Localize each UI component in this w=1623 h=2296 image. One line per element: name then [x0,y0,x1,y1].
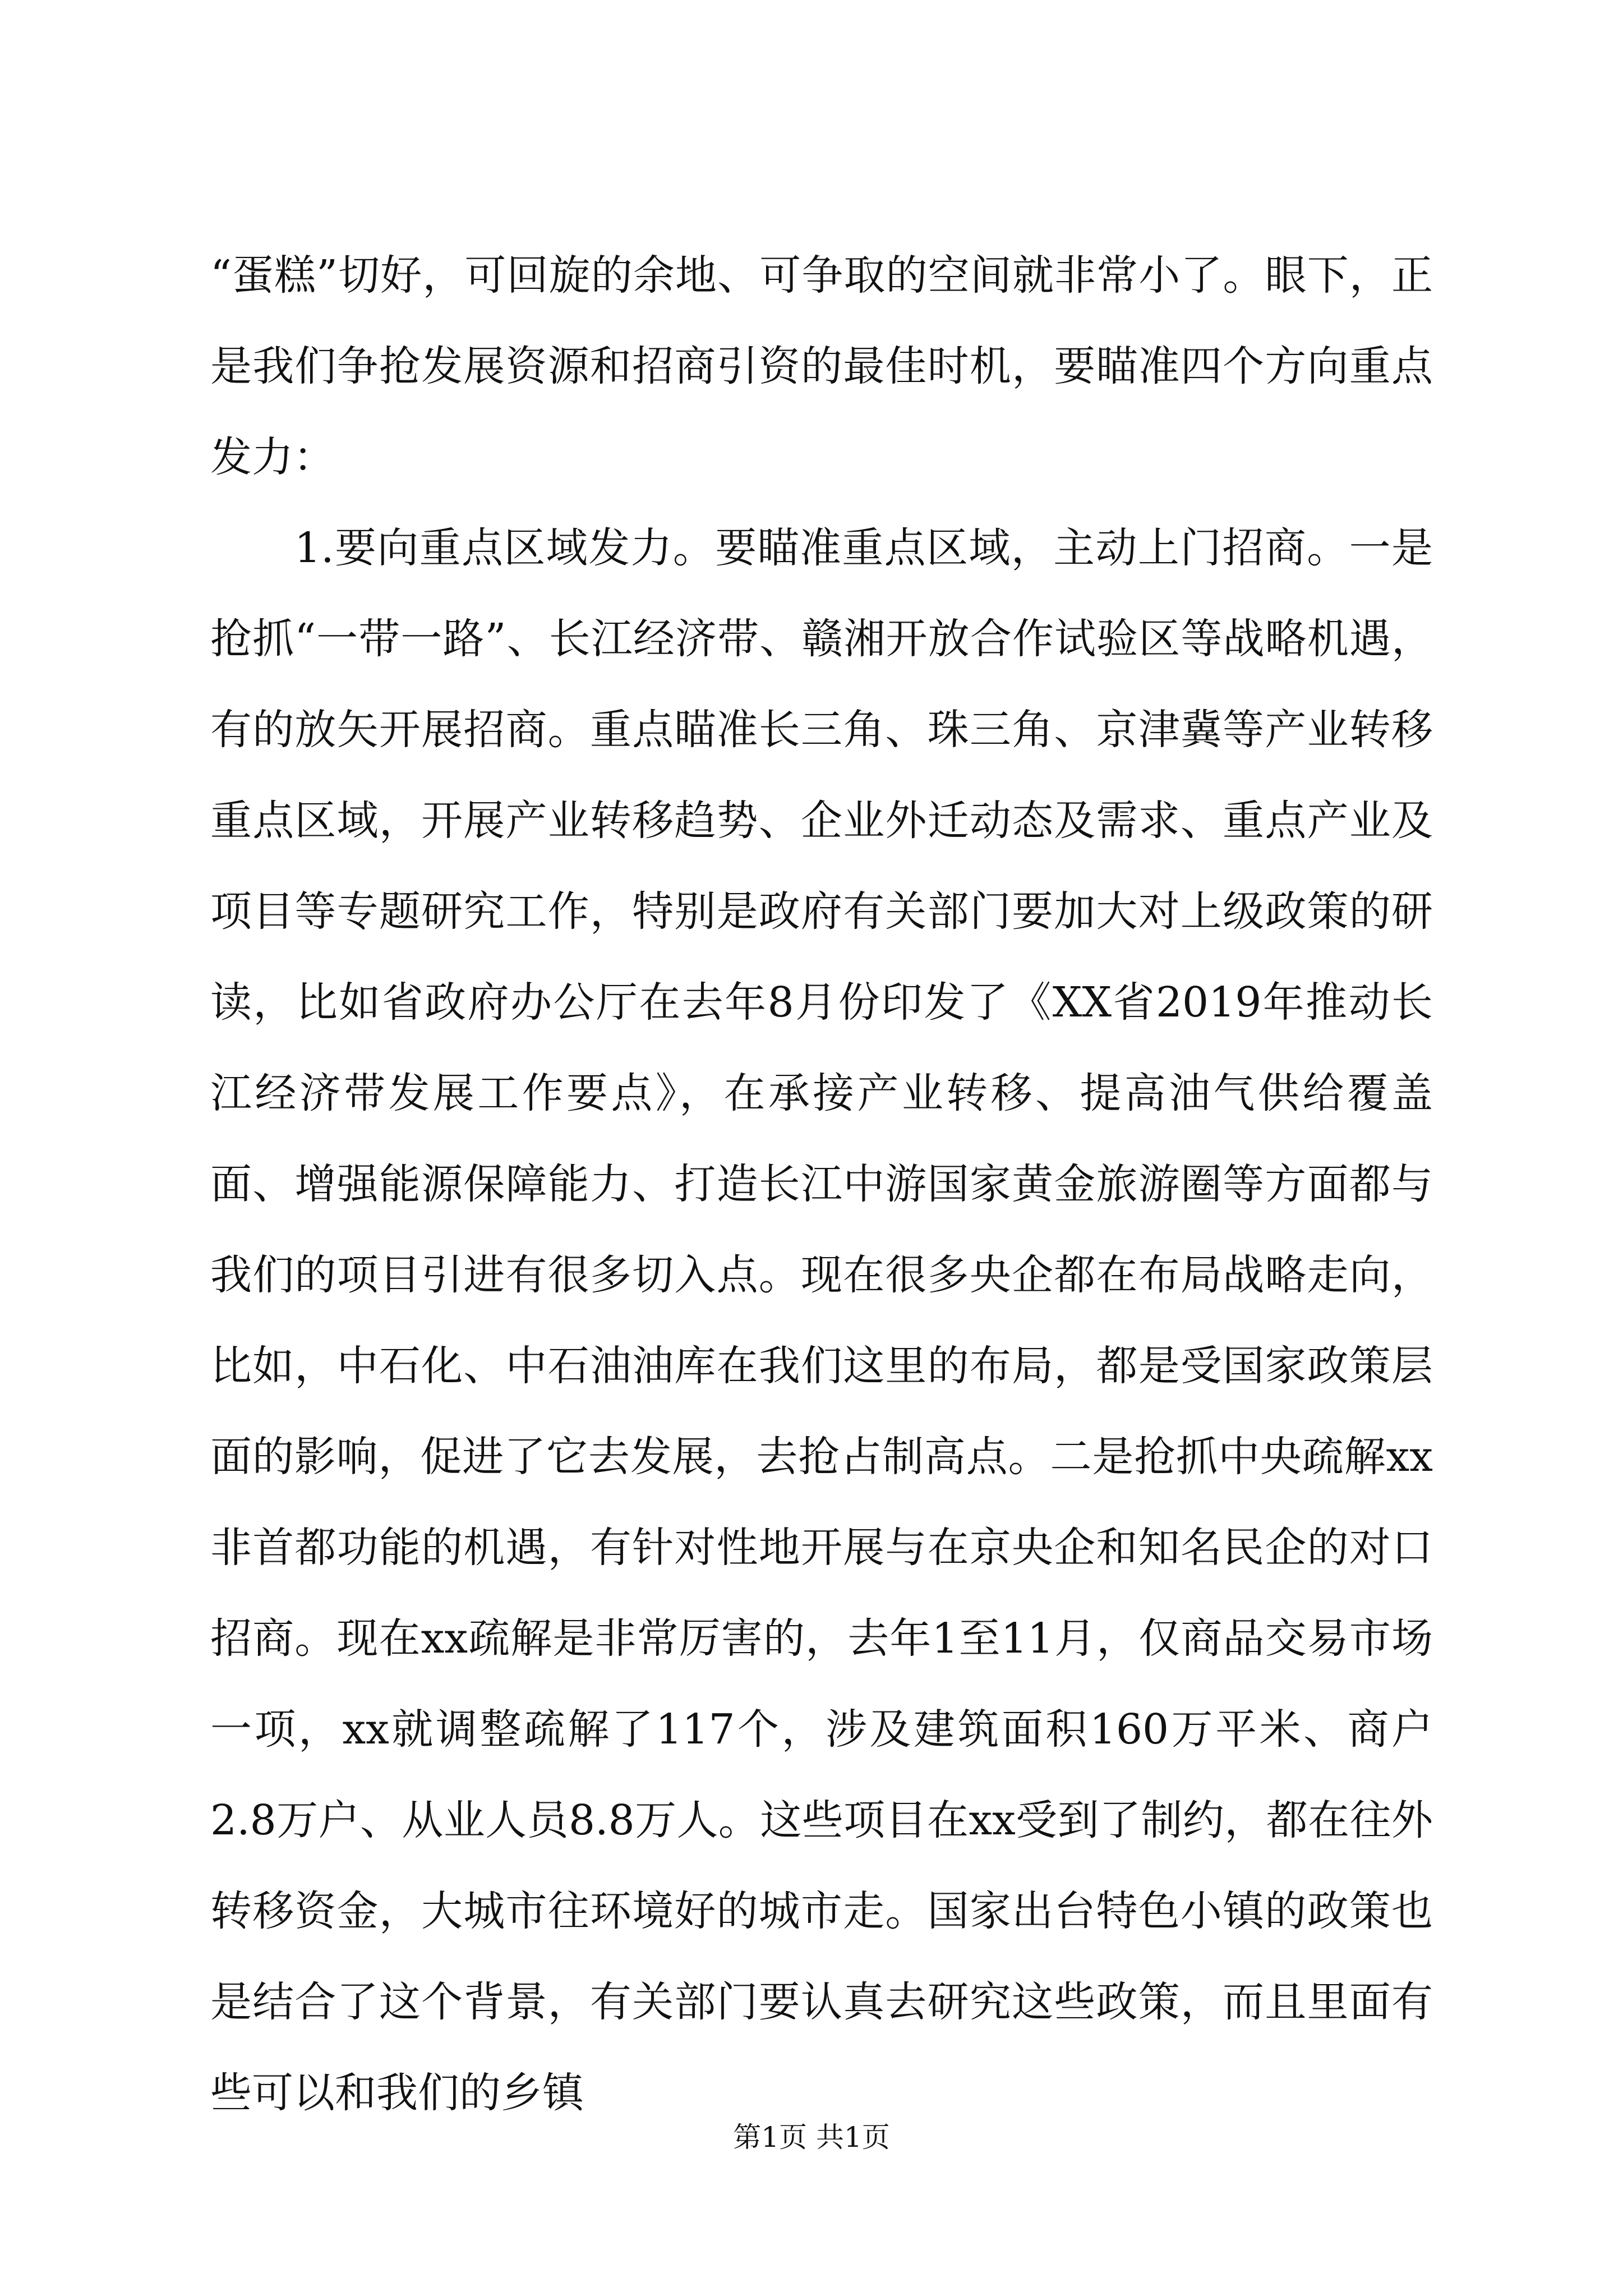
page-footer: 第1页 共1页 [733,2121,890,2154]
paragraph-1: “蛋糕”切好，可回旋的余地、可争取的空间就非常小了。眼下，正是我们争抢发展资源和招商引资的最佳时机，要瞄准四个方向重点发力： [210,251,1433,481]
paragraph-2: 1.要向重点区域发力。要瞄准重点区域，主动上门招商。一是抢抓“一带一路”、长江经济带、赣湘开放合作试验区等战略机遇，有的放矢开展招商。重点瞄准长三角、珠三角、京津冀等产业转移重点区域，开展产业转移趋势、企业外迁动态及需求、重点产业及项目等专题研究工作，特别是政府有关部门要加大对上级政策的研读，比如省政府办公厅在去年8月份印发了《XX省2019年推动长江经济带发展工作要点》，在承接产业转移、提高油气供给覆盖面、增强能源保障能力、打造长江中游国家黄金旅游圈等方面都与我们的项目引进有很多切入点。现在很多央企都在布局战略走向，比如，中石化、中石油油库在我们这里的布局，都是受国家政策层面的影响，促进了它去发展，去抢占制高点。二是抢抓中央疏解xx非首都功能的机遇，有针对性地开展与在京央企和知名民企的对口招商。现在xx疏解是非常厉害的，去年1至11月，仅商品交易市场一项，xx就调整疏解了117个，涉及建筑面积160万平米、商户2.8万户、从业人员8.8万人。这些项目在xx受到了制约，都在往外转移资金，大城市往环境好的城市走。国家出台特色小镇的政策也是结合了这个背景，有关部门要认真去研究这些政策，而且里面有些可以和我们的乡镇 [210,524,1433,2117]
document-body [210,230,1433,2138]
